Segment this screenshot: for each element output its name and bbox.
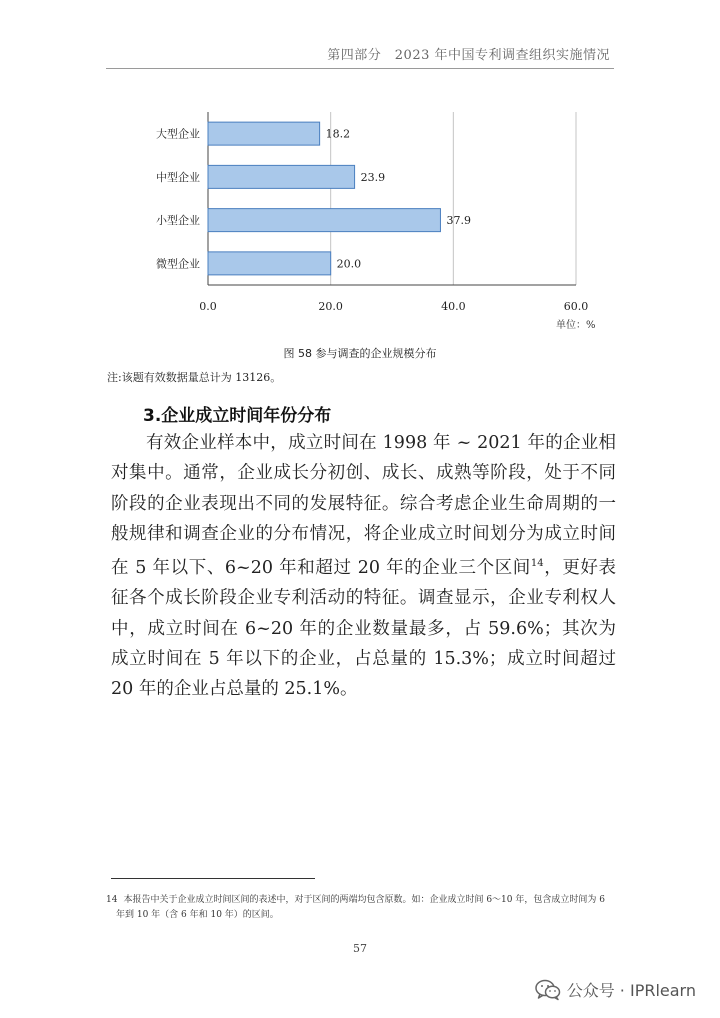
header-rule: [106, 68, 614, 69]
data-label: 37.9: [446, 214, 471, 228]
bar: [208, 122, 320, 145]
footnote-reference: 14: [530, 558, 544, 570]
x-tick-label: 40.0: [441, 300, 466, 313]
figure-caption: 图 58 参与调查的企业规模分布: [283, 347, 437, 360]
category-label: 小型企业: [156, 214, 200, 228]
category-label: 大型企业: [156, 127, 200, 141]
running-header: 第四部分 2023 年中国专利调查组织实施情况: [327, 48, 610, 63]
page-number: 57: [353, 942, 367, 955]
x-tick-label: 0.0: [199, 300, 217, 313]
bar: [208, 252, 331, 275]
data-label: 23.9: [360, 170, 386, 184]
paragraph-text-part1: 有效企业样本中，成立时间在 1998 年 ~ 2021 年的企业相对集中。通常，企业成长分初创、成长、成熟等阶段，处于不同阶段的企业表现出不同的发展特征。综合考虑企业生命周期的一般规律和调查企业的分布情况，将企业成立时间划分为成立时间在 5 年以下、6~20 年和超过 20 年的企业三个区间: [111, 433, 616, 579]
footnote: [106, 893, 626, 923]
chart-note: 注:该题有效数据量总计为 13126。: [107, 371, 282, 384]
paragraph-text-part2: ，更好表征各个成长阶段企业专利活动的特征。调查显示，企业专利权人中，成立时间在 6~20 年的企业数量最多，占 59.6%；其次为成立时间在 5 年以下的企业，占总量的 15.3%；成立时间超过 20 年的企业占总量的 25.1%。: [111, 558, 617, 700]
x-tick-label: 20.0: [318, 300, 343, 313]
footnote-rule: [111, 878, 315, 879]
category-label: 中型企业: [156, 170, 200, 184]
bar-chart: [150, 108, 600, 313]
footnote-line1: 本报告中关于企业成立时间区间的表述中，对于区间的两端均包含原数。如：企业成立时间 6～10 年，包含成立时间为 6: [123, 895, 605, 905]
section-heading: 3.企业成立时间年份分布: [143, 406, 332, 426]
watermark: [535, 978, 696, 1001]
watermark-text: 公众号 · IPRlearn: [566, 981, 696, 1000]
footnote-line2: 年到 10 年（含 6 年和 10 年）的区间。: [116, 910, 279, 920]
category-label: 微型企业: [156, 257, 200, 271]
data-label: 18.2: [325, 127, 351, 141]
footnote-number: 14: [106, 895, 118, 905]
data-label: 20.0: [336, 257, 362, 271]
bar: [208, 209, 440, 232]
x-tick-label: 60.0: [563, 300, 589, 313]
wechat-icon: [535, 979, 561, 1001]
chart-unit: 单位：%: [556, 320, 596, 331]
bar: [208, 165, 355, 188]
body-paragraph: [111, 428, 616, 705]
